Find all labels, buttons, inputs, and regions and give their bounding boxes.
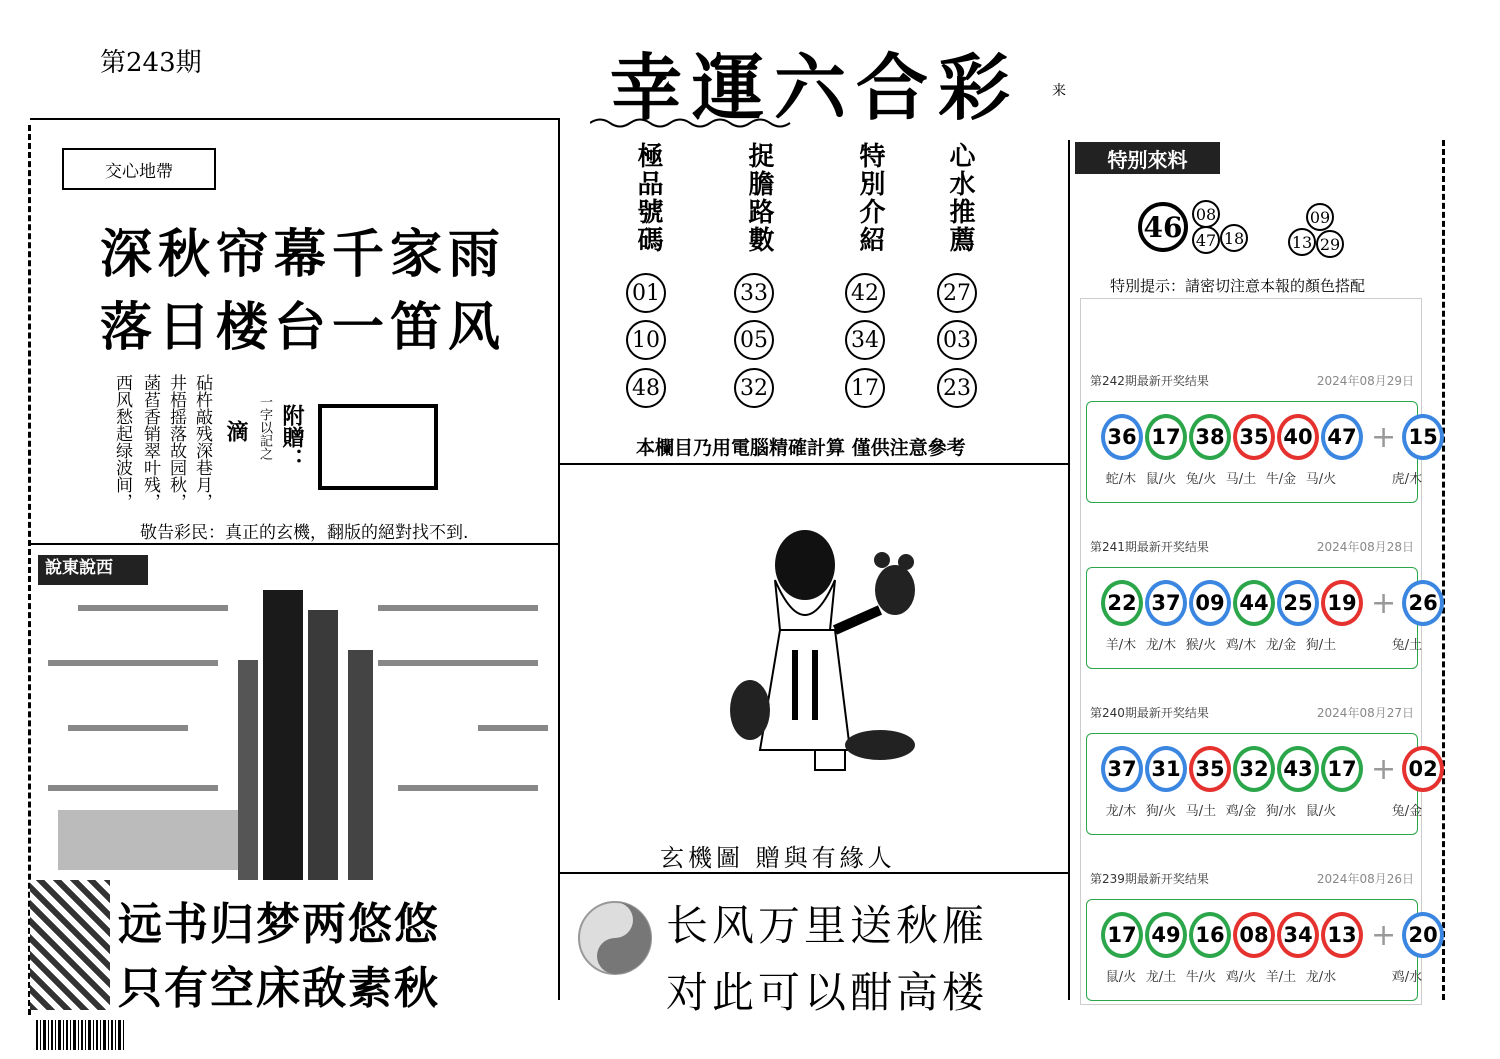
zodiac-gap (1341, 468, 1387, 487)
barcode (36, 1020, 146, 1050)
zodiac-row (1101, 468, 1427, 487)
draw-result (1086, 870, 1438, 1001)
rec-number: 48 (626, 368, 666, 408)
lottery-ball: 32 (1233, 746, 1275, 792)
draw-result-box (1086, 401, 1438, 503)
zodiac-gap (1341, 800, 1387, 819)
divider-left (558, 120, 560, 1000)
banner-east-west: 說東說西 (45, 558, 113, 578)
draw-period: 第241期最新开奖结果 (1090, 540, 1209, 554)
banner-heart-zone: 交心地帶 (62, 148, 216, 190)
zodiac-label: 鸡/木 (1225, 638, 1257, 653)
draw-result-header (1086, 870, 1418, 887)
rec-number: 34 (845, 320, 885, 360)
special-main-number: 46 (1138, 202, 1188, 252)
rec-number: 27 (937, 273, 977, 313)
sage-figure-illustration (720, 520, 940, 780)
zodiac-label: 鸡/金 (1225, 804, 1257, 819)
lottery-ball: 49 (1145, 912, 1187, 958)
top-rule (30, 118, 560, 120)
zodiac-label: 龙/土 (1145, 970, 1177, 985)
lottery-ball: 09 (1189, 580, 1231, 626)
special-ball: 15 (1402, 414, 1444, 460)
zodiac-row (1101, 634, 1427, 653)
col-head-best-numbers: 極品號碼 (633, 142, 663, 254)
special-number: 29 (1316, 230, 1344, 258)
zodiac-label: 龙/木 (1105, 804, 1137, 819)
rec-number: 01 (626, 273, 666, 313)
gift-label: 附贈： (279, 404, 305, 470)
draw-balls (1101, 414, 1446, 460)
rec-number: 32 (734, 368, 774, 408)
zodiac-label: 鼠/火 (1305, 804, 1337, 819)
bottom-left-poem-line-1: 远书归梦两悠悠 (118, 899, 440, 950)
special-number: 08 (1192, 200, 1220, 228)
draw-date: 2024年08月29日 (1316, 374, 1414, 388)
zodiac-row (1101, 966, 1427, 985)
title-ornament (590, 116, 800, 130)
plus-icon: + (1371, 419, 1397, 455)
figure-caption: 玄機圖 贈與有緣人 (660, 844, 896, 872)
lottery-ball: 36 (1101, 414, 1143, 460)
scanned-article-image (38, 550, 558, 880)
col-head-heart: 心水推薦 (945, 142, 975, 254)
special-ball: 26 (1402, 580, 1444, 626)
col-head-special: 特別介紹 (855, 142, 885, 254)
verse-column-2: 井梧摇落故园秋， (166, 374, 186, 510)
special-number: 13 (1288, 228, 1316, 256)
bottom-poem-line-2: 对此可以酣高楼 (666, 968, 989, 1017)
lottery-ball: 38 (1189, 414, 1231, 460)
draw-period: 第239期最新开奖结果 (1090, 872, 1209, 886)
plus-icon: + (1371, 751, 1397, 787)
draw-result-header (1086, 704, 1418, 721)
poem-line-1: 深秋帘幕千家雨 (100, 224, 507, 285)
zodiac-label: 羊/木 (1105, 638, 1137, 653)
gift-note: 一字以記之 (257, 395, 272, 460)
rec-number: 03 (937, 320, 977, 360)
lottery-ball: 22 (1101, 580, 1143, 626)
draw-date: 2024年08月28日 (1316, 540, 1414, 554)
bottom-left-poem-line-2: 只有空床敌素秋 (118, 963, 440, 1014)
draw-result-header (1086, 372, 1418, 389)
verse-column-1: 砧杵敲残深巷月， (192, 374, 212, 510)
draw-result-box (1086, 567, 1438, 669)
lottery-ball: 16 (1189, 912, 1231, 958)
special-hint: 特別提示：請密切注意本報的顏色搭配 (1110, 277, 1366, 295)
verse-column-3: 菡萏香销翠叶残， (140, 374, 160, 510)
lottery-ball: 35 (1189, 746, 1231, 792)
lottery-ball: 17 (1145, 414, 1187, 460)
special-ball: 20 (1402, 912, 1444, 958)
special-number: 18 (1220, 224, 1248, 252)
draw-balls (1101, 912, 1446, 958)
draw-date: 2024年08月27日 (1316, 706, 1414, 720)
lottery-ball: 35 (1233, 414, 1275, 460)
zodiac-label: 狗/土 (1305, 638, 1337, 653)
lottery-ball: 25 (1277, 580, 1319, 626)
rec-number: 42 (845, 273, 885, 313)
draw-result (1086, 538, 1438, 669)
lottery-ball: 44 (1233, 580, 1275, 626)
lottery-ball: 37 (1101, 746, 1143, 792)
lottery-ball: 37 (1145, 580, 1187, 626)
zodiac-label: 兔/火 (1185, 472, 1217, 487)
poem-line-2: 落日楼台一笛风 (100, 297, 507, 358)
zodiac-label: 牛/金 (1265, 472, 1297, 487)
zodiac-label: 马/土 (1225, 472, 1257, 487)
gift-character: 滴 (223, 420, 249, 442)
zodiac-label: 鼠/火 (1105, 970, 1137, 985)
zodiac-label: 龙/木 (1145, 638, 1177, 653)
lottery-ball: 17 (1101, 912, 1143, 958)
zodiac-label: 狗/水 (1265, 804, 1297, 819)
special-zodiac-label: 虎/木 (1391, 472, 1423, 487)
special-zodiac-label: 兔/土 (1391, 638, 1423, 653)
zodiac-label: 龙/金 (1265, 638, 1297, 653)
plus-icon: + (1371, 585, 1397, 621)
divider-right (1068, 140, 1070, 1000)
draw-date: 2024年08月26日 (1316, 872, 1414, 886)
zodiac-label: 狗/火 (1145, 804, 1177, 819)
draw-period: 第242期最新开奖结果 (1090, 374, 1209, 388)
zodiac-row (1101, 800, 1427, 819)
yin-yang-icon (575, 898, 655, 978)
plus-icon: + (1371, 917, 1397, 953)
draw-result (1086, 704, 1438, 835)
zodiac-gap (1341, 966, 1387, 985)
draw-result (1086, 372, 1438, 503)
rec-number: 05 (734, 320, 774, 360)
zodiac-label: 羊/土 (1265, 970, 1297, 985)
lottery-ball: 13 (1321, 912, 1363, 958)
lottery-ball: 43 (1277, 746, 1319, 792)
page-title: 幸運六合彩 (610, 45, 1021, 130)
special-zodiac-label: 鸡/水 (1391, 970, 1423, 985)
title-suffix: 来 (1052, 83, 1066, 99)
divider-left-mid (30, 543, 558, 545)
zodiac-label: 龙/水 (1305, 970, 1337, 985)
right-ornament-border (1436, 140, 1445, 1000)
zodiac-gap (1341, 634, 1387, 653)
zodiac-label: 鼠/火 (1145, 472, 1177, 487)
lottery-ball: 47 (1321, 414, 1363, 460)
special-material-title: 特别來料 (1075, 142, 1220, 174)
rec-number: 33 (734, 273, 774, 313)
draw-result-box (1086, 733, 1438, 835)
zodiac-label: 猴/火 (1185, 638, 1217, 653)
issue-number: 第243期 (100, 48, 202, 78)
lottery-ball: 08 (1233, 912, 1275, 958)
special-number: 09 (1306, 203, 1334, 231)
draw-result-header (1086, 538, 1418, 555)
rec-number: 10 (626, 320, 666, 360)
zodiac-label: 蛇/木 (1105, 472, 1137, 487)
gift-box (318, 404, 438, 490)
recommend-note: 本欄目乃用電腦精確計算 僅供注意參考 (636, 437, 966, 459)
draw-result-box (1086, 899, 1438, 1001)
zodiac-label: 牛/火 (1185, 970, 1217, 985)
verse-column-4: 西风愁起绿波间， (112, 374, 132, 510)
bottom-poem-line-1: 长风万里送秋雁 (666, 901, 989, 950)
scan-noise-decoration (30, 880, 110, 1010)
zodiac-label: 马/土 (1185, 804, 1217, 819)
lottery-ball: 31 (1145, 746, 1187, 792)
notice-text: 敬告彩民：真正的玄機，翻版的絕對找不到. (140, 523, 469, 543)
lottery-ball: 34 (1277, 912, 1319, 958)
draw-balls (1101, 580, 1446, 626)
col-head-courage: 捉膽路數 (744, 142, 774, 254)
special-number: 47 (1192, 226, 1220, 254)
zodiac-label: 鸡/火 (1225, 970, 1257, 985)
special-zodiac-label: 兔/金 (1391, 804, 1423, 819)
lottery-ball: 40 (1277, 414, 1319, 460)
draw-balls (1101, 746, 1446, 792)
lottery-ball: 17 (1321, 746, 1363, 792)
rec-number: 17 (845, 368, 885, 408)
zodiac-label: 马/火 (1305, 472, 1337, 487)
rec-number: 23 (937, 368, 977, 408)
lottery-ball: 19 (1321, 580, 1363, 626)
divider-mid-top (560, 463, 1068, 465)
special-ball: 02 (1402, 746, 1444, 792)
draw-period: 第240期最新开奖结果 (1090, 706, 1209, 720)
